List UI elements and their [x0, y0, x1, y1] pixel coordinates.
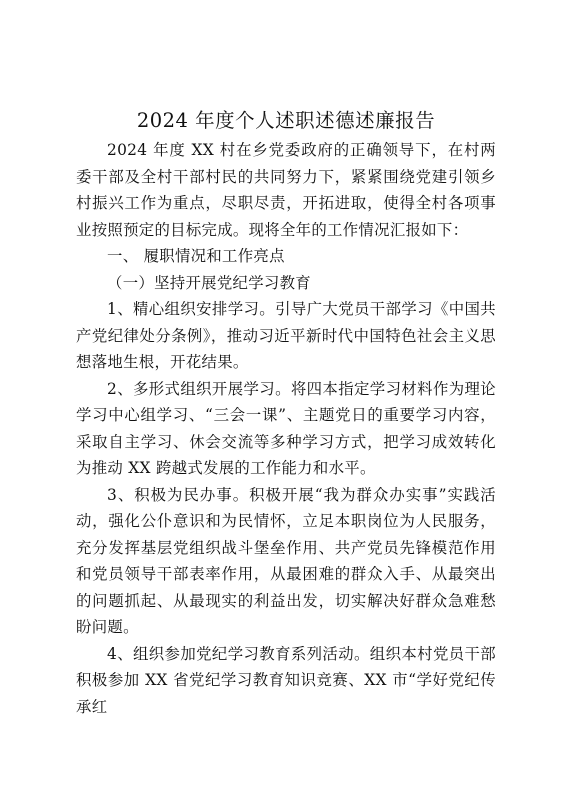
section-heading: 一、 履职情况和工作亮点 — [107, 247, 285, 265]
intro-paragraph: 2024 年度 XX 村在乡党委政府的正确领导下，在村两委干部及全村干部村民的共同努力下，紧紧围绕党建引领乡村振兴工作为重点，尽职尽责，开拓进取，使得全村各项事业按照预定的目标完成。现将全年的工作情况汇报如下： — [76, 141, 496, 239]
list-item: 1、精心组织安排学习。引导广大党员干部学习《中国共产党纪律处分条例》，推动习近平新时代中国特色社会主义思想落地生根，开花结果。 — [76, 300, 496, 371]
subsection-heading: （一）坚持开展党纪学习教育 — [107, 273, 311, 292]
document-body — [76, 106, 496, 720]
list-item: 4、组织参加党纪学习教育系列活动。组织本村党员干部积极参加 XX 省党纪学习教育知识竞赛、XX 市“学好党纪传承红 — [76, 644, 496, 716]
document-title: 2024 年度个人述职述德述廉报告 — [136, 109, 436, 132]
list-item: 2、多形式组织开展学习。将四本指定学习材料作为理论学习中心组学习、“三会一课”、主题党日的重要学习内容，采取自主学习、休会交流等多种学习方式，把学习成效转化为推动 XX 跨越式发展的工作能力和水平。 — [76, 379, 496, 477]
list-item: 3、积极为民办事。积极开展“我为群众办实事”实践活动，强化公仆意识和为民情怀，立足本职岗位为人民服务，充分发挥基层党组织战斗堡垒作用、共产党员先锋模范作用和党员领导干部表率作用，从最困难的群众入手、从最突出的问题抓起、从最现实的利益出发，切实解决好群众急难愁盼问题。 — [76, 485, 496, 636]
